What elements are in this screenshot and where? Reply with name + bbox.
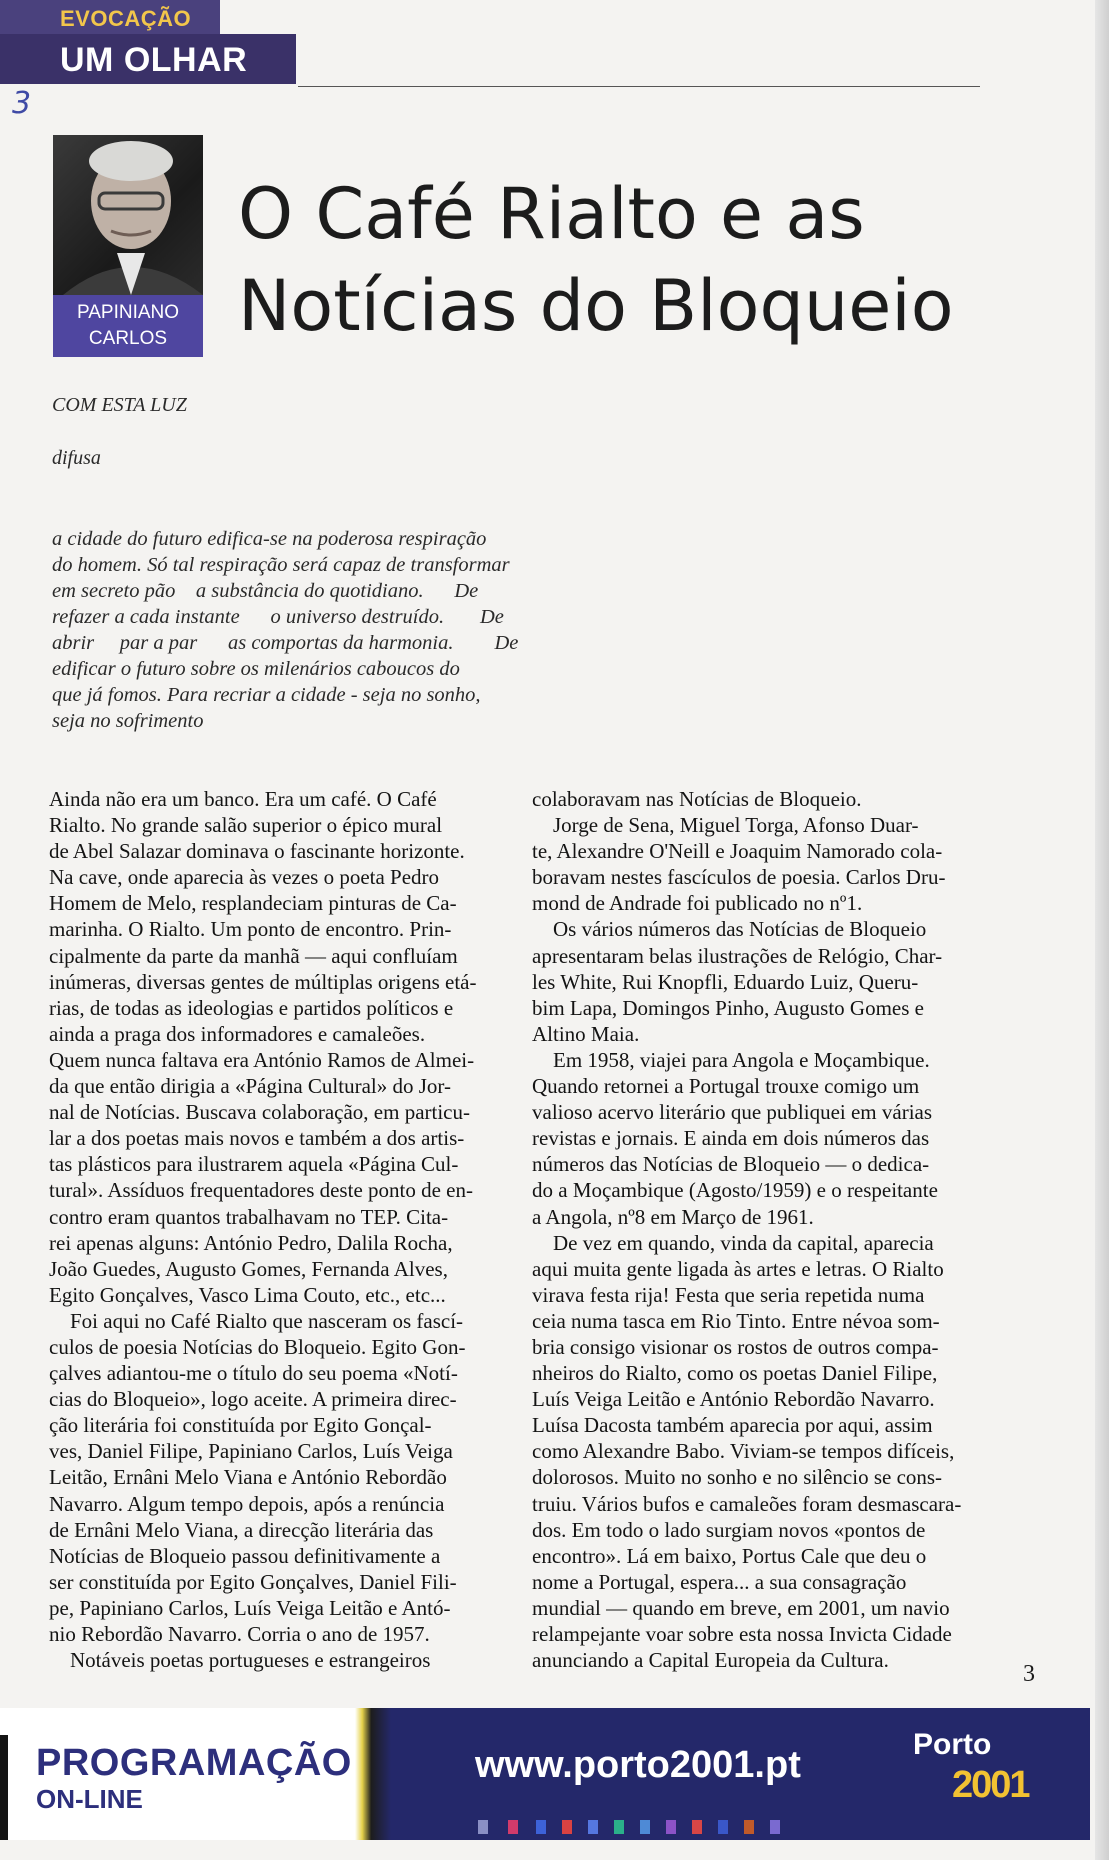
article-line: virava festa rija! Festa que seria repetida numa — [532, 1282, 925, 1307]
article-line: mond de Andrade foi publicado no nº1. — [532, 891, 863, 916]
stripe-mark — [478, 1820, 488, 1834]
stripe-mark — [536, 1820, 546, 1834]
footer-left-panel — [0, 1708, 355, 1840]
article-line: cipalmente da parte da manhã — aqui confluíam — [49, 943, 458, 968]
website-link[interactable]: www.porto2001.pt — [475, 1744, 801, 1786]
article-line: Egito Gonçalves, Vasco Lima Couto, etc., etc... — [49, 1282, 446, 1307]
stripe-mark — [718, 1820, 728, 1834]
article-line: Foi aqui no Café Rialto que nasceram os fascí- — [49, 1308, 464, 1333]
article-line: Altino Maia. — [532, 1021, 640, 1046]
poem-line: do homem. Só tal respiração será capaz de transformar — [52, 554, 510, 576]
author-photo — [53, 135, 203, 295]
article-line: boravam nestes fascículos de poesia. Carlos Dru- — [532, 865, 946, 890]
article-line: culos de poesia Notícias do Bloqueio. Egito Gon- — [49, 1334, 466, 1359]
article-line: tural». Assíduos frequentadores deste ponto de en- — [49, 1178, 473, 1203]
stripe-mark — [744, 1820, 754, 1834]
article-line: tas plásticos para ilustrarem aquela «Página Cul- — [49, 1152, 459, 1177]
author-last-name: CARLOS — [88, 328, 168, 349]
article-line: Navarro. Algum tempo depois, após a renúncia — [49, 1491, 445, 1516]
article-line: Os vários números das Notícias de Bloqueio — [532, 917, 927, 942]
poem-line: a cidade do futuro edifica-se na poderosa respiração — [52, 528, 487, 550]
article-line: contro eram quantos trabalhavam no TEP. Cita- — [49, 1204, 449, 1229]
stripe-mark — [614, 1820, 624, 1834]
article-line: a Angola, nº8 em Março de 1961. — [532, 1204, 814, 1229]
article-line: ves, Daniel Filipe, Papiniano Carlos, Luís Veiga — [49, 1439, 453, 1464]
article-line: nome a Portugal, espera... a sua consagração — [532, 1569, 907, 1594]
poem-line: refazer a cada instante o universo destruído. De — [52, 606, 504, 628]
poem-line: seja no sofrimento — [52, 710, 204, 732]
article-line: te, Alexandre O'Neill e Joaquim Namorado cola- — [532, 839, 943, 864]
article-line: De vez em quando, vinda da capital, aparecia — [532, 1230, 934, 1255]
article-line: anunciando a Capital Europeia da Cultura. — [532, 1648, 889, 1673]
section-kicker: EVOCAÇÃO — [0, 0, 220, 34]
article-title — [238, 168, 1018, 352]
poem-body — [52, 526, 572, 734]
article-line: Homem de Melo, resplandeciam pinturas de Ca- — [49, 891, 457, 916]
article-line: Luís Veiga Leitão e António Rebordão Navarro. — [532, 1387, 935, 1412]
article-line: pe, Papiniano Carlos, Luís Veiga Leitão e Antó- — [49, 1595, 451, 1620]
article-line: les White, Rui Knopfli, Eduardo Luiz, Queru- — [532, 969, 919, 994]
article-line: João Guedes, Augusto Gomes, Fernanda Alves, — [49, 1256, 448, 1281]
article-line: ceia numa tasca em Rio Tinto. Entre névoa som- — [532, 1308, 940, 1333]
author-portrait — [53, 135, 203, 357]
author-first-name: PAPINIANO — [76, 302, 180, 323]
article-title-line-1: O Café Rialto e as — [238, 173, 865, 255]
article-line: ção literária foi constituída por Egito Gonçal- — [49, 1413, 432, 1438]
stripe-mark — [666, 1820, 676, 1834]
section-title: UM OLHAR — [0, 34, 296, 84]
poem-line: que já fomos. Para recriar a cidade - seja no sonho, — [52, 684, 481, 706]
article-line: Jorge de Sena, Miguel Torga, Afonso Duar- — [532, 813, 919, 838]
article-line: Quando retornei a Portugal trouxe comigo um — [532, 1074, 920, 1099]
article-title-line-2: Notícias do Bloqueio — [238, 265, 954, 347]
article-line: Na cave, onde aparecia às vezes o poeta Pedro — [49, 865, 440, 890]
article-line: marinha. O Rialto. Um ponto de encontro. Prin- — [49, 917, 452, 942]
brand-porto: Porto — [913, 1728, 992, 1761]
stripe-mark — [770, 1820, 780, 1834]
article-line: nheiros do Rialto, como os poetas Daniel Filipe, — [532, 1361, 938, 1386]
article-line: ser constituída por Egito Gonçalves, Daniel Fili- — [49, 1569, 457, 1594]
article-line: Luísa Dacosta também aparecia por aqui, assim — [532, 1413, 933, 1438]
author-silhouette-icon — [53, 135, 203, 295]
article-line: ainda a praga dos informadores e camaleões. — [49, 1021, 426, 1046]
article-line: Quem nunca faltava era António Ramos de Almei- — [49, 1047, 475, 1072]
article-line: Em 1958, viajei para Angola e Moçambique. — [532, 1047, 930, 1072]
article-line: dos. Em todo o lado surgiam novos «pontos de — [532, 1517, 926, 1542]
article-line: valioso acervo literário que publiquei em várias — [532, 1100, 933, 1125]
online-subtitle: ON-LINE — [36, 1784, 143, 1814]
article-line: do a Moçambique (Agosto/1959) e o respeitante — [532, 1178, 938, 1203]
author-caption — [53, 295, 203, 357]
article-line: rei apenas alguns: António Pedro, Dalila Rocha, — [49, 1230, 453, 1255]
poem-line: abrir par a par as comportas da harmonia. De — [52, 632, 519, 654]
article-line: dolorosos. Muito no sonho e no silêncio se cons- — [532, 1465, 943, 1490]
article-line: de Abel Salazar dominava o fascinante horizonte. — [49, 839, 465, 864]
article-line: Leitão, Ernâni Melo Viana e António Rebordão — [49, 1465, 447, 1490]
article-line: encontro». Lá em baixo, Portus Cale que deu o — [532, 1543, 927, 1568]
article-line: Rialto. No grande salão superior o épico mural — [49, 813, 443, 838]
programacao-title: PROGRAMAÇÃO — [36, 1742, 352, 1784]
poem-line: edificar o futuro sobre os milenários caboucos do — [52, 658, 460, 680]
article-line: truiu. Vários bufos e camaleões foram desmascara- — [532, 1491, 962, 1516]
stripe-mark — [640, 1820, 650, 1834]
article-line: inúmeras, diversas gentes de múltiplas origens etá- — [49, 969, 477, 994]
article-line: Notícias de Bloqueio passou definitivamente a — [49, 1543, 441, 1568]
article-column-left — [49, 786, 493, 1673]
article-line: aqui muita gente ligada às artes e letras. O Rialto — [532, 1256, 944, 1281]
header-rule — [298, 86, 980, 87]
stripe-mark — [508, 1820, 518, 1834]
stripe-mark — [588, 1820, 598, 1834]
article-line: çalves adiantou-me o título do seu poema «Notí- — [49, 1361, 458, 1386]
article-line: Ainda não era um banco. Era um café. O Café — [49, 787, 437, 811]
article-line: Notáveis poetas portugueses e estrangeiros — [49, 1648, 431, 1673]
footer-accent-bar — [0, 1735, 8, 1840]
handwritten-margin-note: 3 — [12, 86, 32, 121]
poem-line: em secreto pão a substância do quotidiano. De — [52, 580, 479, 602]
stripe-mark — [562, 1820, 572, 1834]
section-header — [0, 0, 300, 88]
article-line: da que então dirigia a «Página Cultural» do Jor- — [49, 1074, 451, 1099]
article-line: de Ernâni Melo Viana, a direcção literária das — [49, 1517, 434, 1542]
article-line: números das Notícias de Bloqueio — o dedica- — [532, 1152, 930, 1177]
poem-opening: COM ESTA LUZ — [52, 394, 187, 416]
article-line: bim Lapa, Domingos Pinho, Augusto Gomes e — [532, 995, 924, 1020]
page-number: 3 — [1023, 1661, 1035, 1687]
article-line: mundial — quando em breve, em 2001, um navio — [532, 1595, 950, 1620]
article-line: nal de Notícias. Buscava colaboração, em particu- — [49, 1100, 470, 1125]
article-line: nio Rebordão Navarro. Corria o ano de 1957. — [49, 1622, 430, 1646]
footer-banner — [0, 1708, 1090, 1840]
article-line: apresentaram belas ilustrações de Relógio, Char- — [532, 943, 943, 968]
article-line: cias do Bloqueio», logo aceite. A primeira direc- — [49, 1387, 457, 1412]
article-line: rias, de todas as ideologias e partidos políticos e — [49, 995, 454, 1020]
article-line: colaboravam nas Notícias de Bloqueio. — [532, 787, 862, 811]
footer-brush-stroke — [355, 1708, 391, 1840]
article-line: bria consigo visionar os rostos de outros compa- — [532, 1334, 939, 1359]
scan-edge — [1095, 0, 1109, 1860]
brand-year: 2001 — [952, 1764, 1029, 1806]
poem-second-line: difusa — [52, 447, 101, 469]
stripe-mark — [692, 1820, 702, 1834]
article-line: revistas e jornais. E ainda em dois números das — [532, 1126, 930, 1151]
article-column-right — [532, 786, 977, 1673]
article-line: lar a dos poetas mais novos e também a dos artis- — [49, 1126, 465, 1151]
article-line: relampejante voar sobre esta nossa Invicta Cidade — [532, 1622, 952, 1646]
article-line: como Alexandre Babo. Viviam-se tempos difíceis, — [532, 1439, 955, 1464]
